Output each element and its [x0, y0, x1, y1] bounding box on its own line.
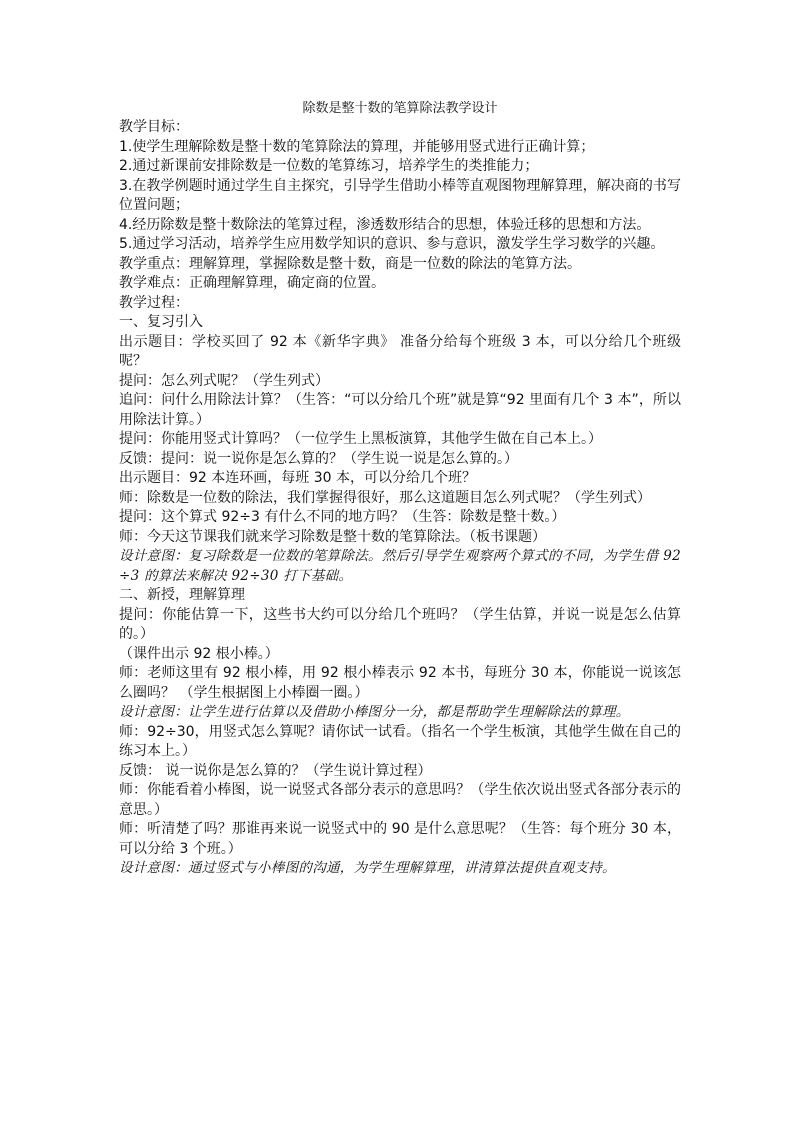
paragraph: 追问：问什么用除法计算？（生答：“可以分给几个班”就是算“92 里面有几个 3 本”，所以用除法计算。） — [119, 392, 681, 428]
paragraph: 教学重点：理解算理，掌握除数是整十数，商是一位数的除法的笔算方法。 — [119, 255, 581, 272]
paragraph: 2.通过新课前安排除数是一位数的笔算练习，培养学生的类推能力； — [119, 158, 539, 174]
paragraph: （课件出示 92 根小棒。） — [119, 645, 279, 662]
paragraph: 教学过程： — [119, 294, 189, 311]
paragraph: 师：除数是一位数的除法，我们掌握得很好，那么这道题目怎么列式呢？（学生列式） — [119, 489, 651, 506]
paragraph: 提问：这个算式 92÷3 有什么不同的地方吗？（生答：除数是整十数。） — [119, 509, 566, 525]
design-intent-note: 设计意图：通过竖式与小棒图的沟通，为学生理解算理，讲清算法提供直观支持。 — [119, 860, 616, 876]
paragraph: 一、复习引入 — [119, 314, 203, 330]
paragraph: 师：今天这节课我们就来学习除数是整十数的笔算除法。（板书课题） — [119, 528, 546, 545]
paragraph: 1.使学生理解除数是整十数的笔算除法的算理，并能够用竖式进行正确计算； — [119, 138, 595, 155]
paragraph: 4.经历除数是整十数除法的笔算过程，渗透数形结合的思想，体验迁移的思想和方法。 — [119, 216, 651, 233]
paragraph: 提问：怎么列式呢？（学生列式） — [119, 372, 329, 389]
paragraph: 反馈：提问：说一说你是怎么算的？（学生说一说是怎么算的。） — [119, 450, 518, 467]
paragraph: 教学难点：正确理解算理，确定商的位置。 — [119, 275, 385, 291]
paragraph: 3.在教学例题时通过学生自主探究，引导学生借助小棒等直观图物理解算理，解决商的书写位置问题； — [119, 177, 681, 213]
paragraph: 反馈： 说一说你是怎么算的？（学生说计算过程） — [119, 762, 432, 779]
paragraph: 出示题目：92 本连环画，每班 30 本，可以分给几个班？ — [119, 470, 476, 486]
paragraph: 师：听清楚了吗？那谁再来说一说竖式中的 90 是什么意思呢？（生答：每个班分 30 本，可以分给 3 个班。） — [119, 821, 681, 857]
paragraph: 师：老师这里有 92 根小棒，用 92 根小棒表示 92 本书，每班分 30 本，你能说一说该怎么圈吗？ （学生根据图上小棒圈一圈。） — [119, 665, 681, 701]
paragraph: 提问：你能用竖式计算吗？（一位学生上黑板演算，其他学生做在自己本上。） — [119, 431, 602, 447]
document-body — [119, 118, 681, 879]
design-intent-note: 设计意图：让学生进行估算以及借助小棒图分一分，都是帮助学生理解除法的算理。 — [119, 704, 630, 720]
paragraph: 二、新授，理解算理 — [119, 587, 245, 603]
paragraph: 教学目标： — [119, 119, 189, 135]
paragraph: 师：你能看着小棒图，说一说竖式各部分表示的意思吗？（学生依次说出竖式各部分表示的意思。） — [119, 782, 681, 818]
document-page — [119, 99, 681, 879]
paragraph: 提问：你能估算一下，这些书大约可以分给几个班吗？（学生估算，并说一说是怎么估算的。） — [119, 606, 681, 642]
paragraph: 5.通过学习活动，培养学生应用数学知识的意识、参与意识，激发学生学习数学的兴趣。 — [119, 236, 665, 252]
design-intent-note: 设计意图：复习除数是一位数的笔算除法。然后引导学生观察两个算式的不同，为学生借 92÷3 的算法来解决 92÷30 打下基础。 — [119, 548, 681, 584]
paragraph: 出示题目：学校买回了 92 本《新华字典》 准备分给每个班级 3 本，可以分给几个班级呢？ — [119, 333, 681, 369]
paragraph: 师：92÷30，用竖式怎么算呢？请你试一试看。（指名一个学生板演，其他学生做在自己的练习本上。） — [119, 723, 681, 759]
document-title: 除数是整十数的笔算除法教学设计 — [302, 101, 498, 116]
